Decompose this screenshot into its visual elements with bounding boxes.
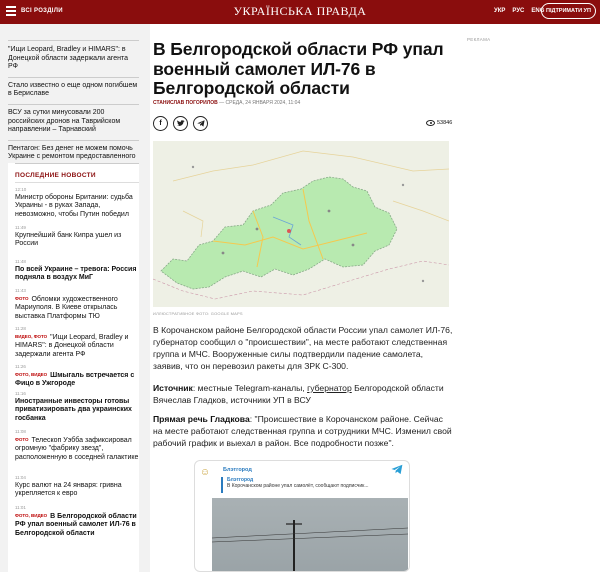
ad-label: РЕКЛАМА	[467, 37, 491, 42]
top-news-item[interactable]: ВСУ за сутки минусовали 200 российских дронов на Таврийском направлении – Тарнавский	[8, 105, 139, 141]
news-time: 11:16	[15, 391, 26, 396]
article-title: В Белгородской области РФ упал военный самолет ИЛ-76 в Белгородской области	[153, 39, 444, 98]
governor-link[interactable]: губернатор	[307, 383, 352, 393]
top-header	[0, 0, 600, 24]
news-headline[interactable]: Телескоп Уэбба зафиксировал огромную "фабрику звезд", расположенную в соседней галактике	[15, 437, 139, 461]
top-news-item[interactable]: "Ищи Leopard, Bradley и HIMARS": в Донецкой области задержали агента РФ	[8, 40, 139, 78]
article-byline	[153, 100, 300, 106]
news-item[interactable]	[15, 255, 139, 284]
lang-ukr[interactable]: УКР	[494, 8, 506, 14]
news-time: 11:04	[15, 475, 26, 480]
news-item[interactable]	[15, 183, 139, 221]
news-headline[interactable]: Министр обороны Британии: судьба Украины - в руках Запада, невозможно, чтобы Путин победил	[15, 194, 133, 218]
telegram-share-icon[interactable]	[193, 116, 208, 131]
article-header	[153, 40, 449, 99]
news-item[interactable]	[15, 360, 139, 387]
latest-news-feed	[8, 163, 139, 572]
article-source: Источник: местные Telegram-каналы, губернатор Белгородской области Вячеслав Гладков, источники УП в ВСУ	[153, 383, 444, 405]
support-button[interactable]: ПІДТРИМАТИ УП	[541, 3, 596, 19]
power-pole-photo	[212, 498, 408, 572]
news-time: 11:28	[15, 326, 26, 331]
news-item[interactable]	[15, 221, 139, 255]
channel-avatar-icon: ☺	[199, 467, 211, 478]
article-quote: Прямая речь Гладкова: "Происшествие в Корочанском районе. Сейчас на месте работают следственная группа и сотрудники МЧС. Изменил свой рабочий график и выехал в район. Все подробности позже".	[153, 414, 452, 448]
news-time: 12:10	[15, 187, 27, 192]
top-news-list	[8, 40, 139, 177]
reply-text: В Корочанском районе упал самолёт, сообщают подписчик...	[227, 483, 369, 489]
article-map-image	[153, 141, 449, 307]
map-caption: ИЛЛЮСТРАТИВНОЕ ФОТО: GOOGLE MAPS	[153, 311, 243, 316]
site-logo[interactable]: УКРАЇНСЬКА ПРАВДА	[233, 4, 367, 18]
news-time: 11:48	[15, 259, 26, 264]
news-item[interactable]	[15, 322, 139, 360]
latest-news-heading[interactable]: ПОСЛЕДНИЕ НОВОСТИ	[15, 163, 139, 183]
news-time: 11:01	[15, 505, 26, 510]
views-counter	[426, 120, 452, 126]
telegram-reply-quote[interactable]	[221, 477, 403, 493]
telegram-channel-name[interactable]: Блэтгород	[223, 467, 252, 473]
news-headline[interactable]: По всей Украине – тревога: Россия подняла в воздух МиГ	[15, 266, 137, 282]
news-tag: ФОТО	[15, 437, 29, 442]
eye-icon	[426, 120, 435, 126]
news-tag: ФОТО, ВИДЕО	[15, 372, 48, 377]
language-switcher	[494, 8, 544, 14]
news-headline[interactable]: Курс валют на 24 января: гривна укрепляется к евро	[15, 482, 122, 498]
news-headline[interactable]: Шмыгаль встречается с Фицо в Ужгороде	[15, 372, 135, 388]
news-item[interactable]	[15, 425, 139, 471]
news-time: 11:08	[15, 429, 26, 434]
news-item[interactable]	[15, 471, 139, 501]
news-item[interactable]	[15, 284, 139, 322]
reply-author: Блэтгород	[227, 477, 254, 483]
quote-label: Прямая речь Гладкова	[153, 414, 250, 424]
lang-rus[interactable]: РУС	[512, 8, 525, 14]
news-tag: ВИДЕО, ФОТО	[15, 334, 48, 339]
telegram-embed[interactable]	[194, 460, 410, 572]
news-time: 11:43	[15, 288, 26, 293]
news-headline[interactable]: Обломки художественного Мариуполя. В Киеве открылась выставка Платформы ТЮ	[15, 296, 118, 320]
author-link[interactable]: СТАНИСЛАВ ПОГОРИЛОВ	[153, 100, 218, 106]
news-headline[interactable]: Крупнейший банк Кипра ушел из России	[15, 232, 122, 248]
news-time: 11:49	[15, 225, 26, 230]
map-illustration	[153, 141, 449, 307]
lang-eng[interactable]: ENG	[531, 8, 545, 14]
article-date: — СРЕДА, 24 ЯНВАРЯ 2024, 11:04	[217, 100, 301, 106]
article-paragraph: В Корочанском районе Белгородской области России упал самолет ИЛ-76, губернатор сообщил о "происшествии", на месте работают следственная группа и МЧС. Вооруженные силы подтвердили падение самолета, заявив, что он перевозил ракеты для ЗРК С-300.	[153, 325, 453, 371]
news-item[interactable]	[15, 501, 139, 539]
views-count: 53846	[437, 120, 453, 126]
news-headline[interactable]: В Белгородской области РФ упал военный самолет ИЛ-76 в Белгородской области	[15, 513, 137, 537]
facebook-share-icon[interactable]: f	[153, 116, 168, 131]
news-time: 11:26	[15, 364, 26, 369]
top-news-item[interactable]: Пентагон: Без денег не можем помочь Украине с ремонтом предоставленного	[8, 141, 139, 177]
news-tag: ФОТО, ВИДЕО	[15, 513, 48, 518]
twitter-share-icon[interactable]	[173, 116, 188, 131]
news-headline[interactable]: Иностранные инвесторы готовы приватизировать два украинских госбанка	[15, 398, 132, 422]
telegram-logo-icon	[391, 464, 403, 475]
telegram-photo[interactable]	[212, 498, 408, 572]
news-tag: ФОТО	[15, 296, 29, 301]
all-sections-link[interactable]: ВСІ РОЗДІЛИ	[21, 8, 63, 14]
news-headline[interactable]: "Ищи Leopard, Bradley и HIMARS": в Донецкой области задержали агента РФ	[15, 334, 129, 358]
source-label: Источник	[153, 383, 193, 393]
top-news-item[interactable]: Стало известно о еще одном погибшем в Бериславе	[8, 78, 139, 105]
news-item[interactable]	[15, 387, 139, 425]
